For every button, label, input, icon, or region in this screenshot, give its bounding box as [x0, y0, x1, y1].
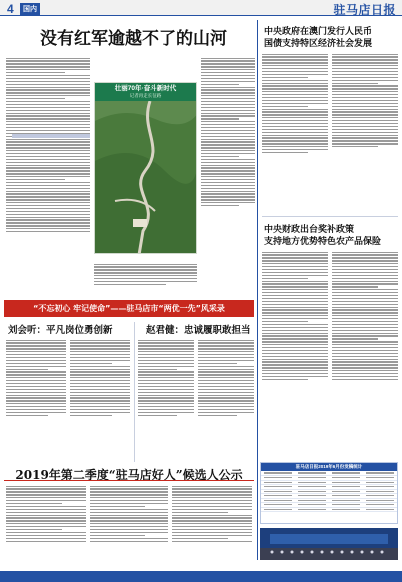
slogan-banner: “不忘初心 牢记使命”——驻马店市“两优一先”风采录 [4, 300, 254, 317]
right-mid-headline-2: 支持地方优势特色农产品保险 [264, 237, 382, 247]
right-top-body-right [332, 52, 398, 212]
masthead-logo: 驻马店日报 [333, 3, 396, 17]
notice-body [4, 480, 254, 560]
profile-1-body-col1 [6, 338, 66, 462]
hall-photo [260, 528, 398, 560]
lead-body-col2-bottom [94, 262, 197, 296]
right-mid-body-left [262, 250, 328, 458]
right-mid-headline-1: 中央财政出台奖补政策 [264, 225, 355, 235]
photo-banner-subtitle: 记者再走长征路 [129, 93, 162, 98]
profile-divider [134, 322, 135, 462]
page-header [0, 0, 402, 16]
profile-2-body-col1 [138, 338, 194, 462]
right-mid-divider [262, 216, 398, 217]
notice-col3 [172, 484, 252, 560]
right-top-headline-1: 中央政府在澳门发行人民币 [264, 27, 373, 37]
section-tag: 国内 [20, 3, 40, 15]
lead-photo [94, 82, 197, 254]
page-number: 4 [7, 2, 14, 16]
right-top-headline-2: 国债支持特区经济社会发展 [264, 39, 373, 49]
profile-headline-1: 刘会听：平凡岗位勇创新 [8, 325, 113, 336]
lead-headline: 没有红军逾越不了的山河 [40, 29, 227, 49]
stats-table-grid [261, 471, 397, 512]
right-top-body-left [262, 52, 328, 212]
profile-2-body-col2 [198, 338, 254, 462]
stats-table [260, 462, 398, 524]
lead-subhead-1 [12, 134, 90, 138]
table-row [261, 507, 397, 512]
notice-title: 2019年第二季度“驻马店好人”候选人公示 [15, 468, 243, 482]
photo-banner-title: 壮丽70年·奋斗新时代 [114, 85, 177, 92]
right-mid-body-right [332, 250, 398, 458]
profile-headline-2: 赵君健：忠诚履职敢担当 [146, 325, 251, 336]
right-column-divider [257, 20, 258, 560]
ad-image [260, 528, 398, 560]
notice-col2 [90, 484, 168, 560]
lead-body-col3 [201, 56, 255, 292]
page-footer [0, 571, 402, 582]
lead-body-col1 [6, 56, 90, 296]
stats-table-title: 驻马店日报2019年6月份发稿统计 [261, 463, 397, 471]
profile-1-body-col2 [70, 338, 130, 462]
notice-col1 [6, 484, 86, 560]
photo-banner [95, 83, 196, 101]
mountain-road-image [95, 101, 197, 254]
